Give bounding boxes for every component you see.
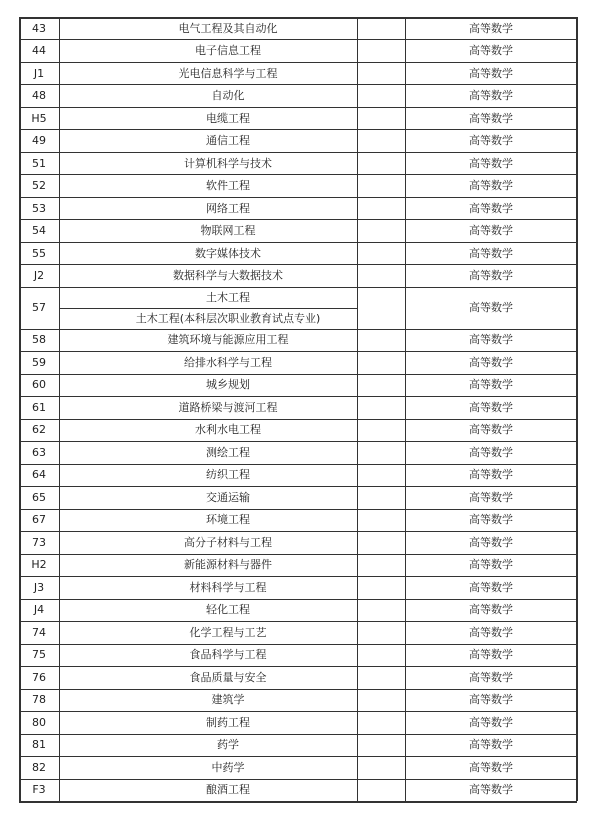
- exam-subject: 高等数学: [469, 558, 513, 572]
- row-border: [19, 779, 577, 780]
- major-name: [59, 509, 397, 531]
- exam-subject: 高等数学: [469, 490, 513, 504]
- table-row: [19, 486, 577, 508]
- table-row: [19, 531, 577, 553]
- major-name-line: 建筑环境与能源应用工程: [167, 333, 289, 347]
- major-code: 51: [32, 156, 46, 170]
- major-name: [59, 689, 397, 711]
- major-code: 75: [32, 648, 46, 662]
- table-row: [19, 197, 577, 219]
- major-name-line: 轻化工程: [206, 603, 250, 617]
- row-border: [19, 576, 577, 577]
- major-name-line: 土木工程(本科层次职业教育试点专业): [135, 311, 321, 325]
- major-name: [59, 599, 397, 621]
- major-code: 81: [32, 738, 46, 752]
- major-name: [59, 152, 397, 174]
- major-code: 57: [32, 301, 46, 315]
- row-border: [19, 287, 577, 288]
- table-row: [19, 464, 577, 486]
- major-name-line: 软件工程: [206, 179, 250, 193]
- major-code: 55: [32, 246, 46, 260]
- exam-subject: 高等数学: [469, 134, 513, 148]
- table-row: [19, 554, 577, 576]
- major-name-line: 食品质量与安全: [189, 670, 267, 684]
- major-name: [59, 576, 397, 598]
- major-code: F3: [32, 783, 46, 797]
- major-name-line: 交通运输: [206, 490, 250, 504]
- major-name-line: 物联网工程: [200, 224, 256, 238]
- major-name: [59, 329, 397, 351]
- major-name-line: 测绘工程: [206, 445, 250, 459]
- table-row: [19, 107, 577, 129]
- table-row: [19, 621, 577, 643]
- row-border: [19, 689, 577, 690]
- table-row: [19, 644, 577, 666]
- major-name-line: 酿酒工程: [206, 783, 250, 797]
- exam-subject: 高等数学: [469, 423, 513, 437]
- major-name: [59, 554, 397, 576]
- major-code: 63: [32, 445, 46, 459]
- exam-subject: 高等数学: [469, 580, 513, 594]
- column-border: [59, 17, 60, 801]
- table-row: [19, 62, 577, 84]
- exam-subject: 高等数学: [469, 333, 513, 347]
- major-code: 52: [32, 179, 46, 193]
- major-code: 43: [32, 21, 46, 35]
- column-border: [405, 17, 406, 801]
- major-code: 67: [32, 513, 46, 527]
- major-name: [59, 17, 397, 39]
- row-border: [19, 374, 577, 375]
- major-name: [59, 62, 397, 84]
- table-row: [19, 351, 577, 373]
- major-code: 82: [32, 760, 46, 774]
- major-code: 64: [32, 468, 46, 482]
- exam-subject: 高等数学: [469, 760, 513, 774]
- major-code: J2: [33, 269, 45, 283]
- table-row: [19, 152, 577, 174]
- major-name: [59, 107, 397, 129]
- table-row: [19, 509, 577, 531]
- table-row: [19, 419, 577, 441]
- row-border: [19, 644, 577, 645]
- major-name: [59, 374, 397, 396]
- major-name-line: 道路桥梁与渡河工程: [178, 400, 278, 414]
- row-border: [19, 666, 577, 667]
- major-name: [59, 441, 397, 463]
- table-row: [19, 599, 577, 621]
- major-name: [59, 39, 397, 61]
- exam-subject: 高等数学: [469, 89, 513, 103]
- major-name-line: 高分子材料与工程: [184, 535, 272, 549]
- exam-subject: 高等数学: [469, 693, 513, 707]
- row-border: [19, 351, 577, 352]
- exam-subject: 高等数学: [469, 783, 513, 797]
- exam-subject: 高等数学: [469, 445, 513, 459]
- table-row: [19, 441, 577, 463]
- table-row: [19, 396, 577, 418]
- row-border: [19, 554, 577, 555]
- row-border: [19, 419, 577, 420]
- table-row: [19, 17, 577, 39]
- exam-subject: 高等数学: [469, 513, 513, 527]
- row-border: [19, 621, 577, 622]
- table-row: [19, 219, 577, 241]
- exam-subject: 高等数学: [469, 738, 513, 752]
- major-name-line: 电子信息工程: [195, 44, 261, 58]
- major-name: [59, 711, 397, 733]
- row-border: [19, 107, 577, 108]
- row-border: [19, 464, 577, 465]
- exam-subject: 高等数学: [469, 44, 513, 58]
- row-border: [19, 84, 577, 85]
- major-code: 78: [32, 693, 46, 707]
- major-code: 65: [32, 490, 46, 504]
- exam-subject: 高等数学: [469, 301, 513, 315]
- column-border: [357, 17, 358, 801]
- major-name: [59, 219, 397, 241]
- major-name: [59, 396, 397, 418]
- major-name: [59, 84, 397, 106]
- table-row: [19, 779, 577, 801]
- major-name: [59, 486, 397, 508]
- column-border: [576, 17, 578, 801]
- major-name-line: 中药学: [211, 760, 245, 774]
- row-border: [19, 264, 577, 265]
- row-border: [19, 129, 577, 130]
- exam-subject: 高等数学: [469, 535, 513, 549]
- major-name-line: 通信工程: [206, 134, 250, 148]
- major-name-line: 自动化: [211, 89, 245, 103]
- major-name-line: 土木工程: [206, 290, 250, 304]
- major-code: 62: [32, 423, 46, 437]
- major-name-line: 纺织工程: [206, 468, 250, 482]
- major-name: [59, 264, 397, 286]
- exam-subject: 高等数学: [469, 66, 513, 80]
- exam-subject: 高等数学: [469, 648, 513, 662]
- table-row: [19, 39, 577, 61]
- major-code: 80: [32, 715, 46, 729]
- major-name: [59, 129, 397, 151]
- major-name-line: 计算机科学与技术: [184, 156, 272, 170]
- major-code: H5: [31, 111, 47, 125]
- major-name-line: 城乡规划: [206, 378, 250, 392]
- table-row: [19, 264, 577, 286]
- major-name-line: 新能源材料与器件: [184, 558, 272, 572]
- table-row: [19, 689, 577, 711]
- exam-subject: 高等数学: [469, 378, 513, 392]
- major-name-line: 材料科学与工程: [189, 580, 267, 594]
- row-border: [19, 396, 577, 397]
- major-name: [59, 464, 397, 486]
- row-border: [19, 174, 577, 175]
- row-border: [19, 39, 577, 40]
- major-name-line: 网络工程: [206, 201, 250, 215]
- row-border: [19, 441, 577, 442]
- row-border: [19, 62, 577, 63]
- major-code: H2: [31, 558, 47, 572]
- exam-subject: 高等数学: [469, 111, 513, 125]
- table-row: [19, 242, 577, 264]
- major-name: [59, 242, 397, 264]
- cell-divider: [59, 308, 357, 309]
- major-name: [59, 351, 397, 373]
- major-name-line: 环境工程: [206, 513, 250, 527]
- table-row: [19, 711, 577, 733]
- major-code: 44: [32, 44, 46, 58]
- table-row: [19, 666, 577, 688]
- table-row: [19, 329, 577, 351]
- major-code: J1: [33, 66, 45, 80]
- row-border: [19, 329, 577, 330]
- exam-subject: 高等数学: [469, 21, 513, 35]
- table-row: [19, 84, 577, 106]
- major-name: [59, 531, 397, 553]
- major-name: [59, 621, 397, 643]
- exam-subject: 高等数学: [469, 355, 513, 369]
- exam-subject: 高等数学: [469, 400, 513, 414]
- exam-subject: 高等数学: [469, 625, 513, 639]
- major-code: J4: [33, 603, 45, 617]
- major-code: J3: [33, 580, 45, 594]
- row-border: [19, 711, 577, 712]
- major-name: [59, 419, 397, 441]
- exam-subject: 高等数学: [469, 179, 513, 193]
- row-border: [19, 152, 577, 153]
- major-code: 60: [32, 378, 46, 392]
- major-name-line: 食品科学与工程: [189, 648, 267, 662]
- major-code: 74: [32, 625, 46, 639]
- major-name-line: 光电信息科学与工程: [178, 66, 278, 80]
- major-name-line: 制药工程: [206, 715, 250, 729]
- major-code: 53: [32, 201, 46, 215]
- exam-subject: 高等数学: [469, 224, 513, 238]
- major-name-line: 药学: [217, 738, 239, 752]
- exam-subject: 高等数学: [469, 715, 513, 729]
- column-border: [19, 17, 21, 801]
- table-row: [19, 174, 577, 196]
- major-name: [59, 756, 397, 778]
- major-code: 48: [32, 89, 46, 103]
- table-row: [19, 756, 577, 778]
- major-name: [59, 779, 397, 801]
- row-border: [19, 756, 577, 757]
- major-name-line: 建筑学: [211, 693, 245, 707]
- major-name-line: 化学工程与工艺: [189, 625, 267, 639]
- row-border: [19, 242, 577, 243]
- exam-subject: 高等数学: [469, 269, 513, 283]
- major-code: 59: [32, 355, 46, 369]
- row-border: [19, 599, 577, 600]
- table-row: [19, 734, 577, 756]
- major-name-line: 数据科学与大数据技术: [173, 269, 283, 283]
- major-name-line: 数字媒体技术: [195, 246, 261, 260]
- major-name: [59, 174, 397, 196]
- row-border: [19, 486, 577, 487]
- major-name-line: 电缆工程: [206, 111, 250, 125]
- major-name: [59, 666, 397, 688]
- exam-subject: 高等数学: [469, 246, 513, 260]
- major-code: 58: [32, 333, 46, 347]
- major-name-line: 给排水科学与工程: [184, 355, 272, 369]
- major-name-line: 水利水电工程: [195, 423, 261, 437]
- exam-subject: 高等数学: [469, 201, 513, 215]
- row-border: [19, 801, 577, 803]
- major-code: 61: [32, 400, 46, 414]
- exam-subject: 高等数学: [469, 468, 513, 482]
- major-code: 76: [32, 670, 46, 684]
- row-border: [19, 734, 577, 735]
- major-name: [59, 734, 397, 756]
- major-code: 73: [32, 535, 46, 549]
- table-row: [19, 129, 577, 151]
- exam-subject: 高等数学: [469, 603, 513, 617]
- table-row: [19, 576, 577, 598]
- row-border: [19, 219, 577, 220]
- exam-subject: 高等数学: [469, 670, 513, 684]
- table-row: [19, 374, 577, 396]
- major-name: [59, 644, 397, 666]
- row-border: [19, 509, 577, 510]
- major-code: 54: [32, 224, 46, 238]
- row-border: [19, 197, 577, 198]
- major-name-line: 电气工程及其自动化: [178, 21, 278, 35]
- exam-subject: 高等数学: [469, 156, 513, 170]
- row-border: [19, 531, 577, 532]
- major-name: [59, 197, 397, 219]
- row-border: [19, 17, 577, 19]
- major-code: 49: [32, 134, 46, 148]
